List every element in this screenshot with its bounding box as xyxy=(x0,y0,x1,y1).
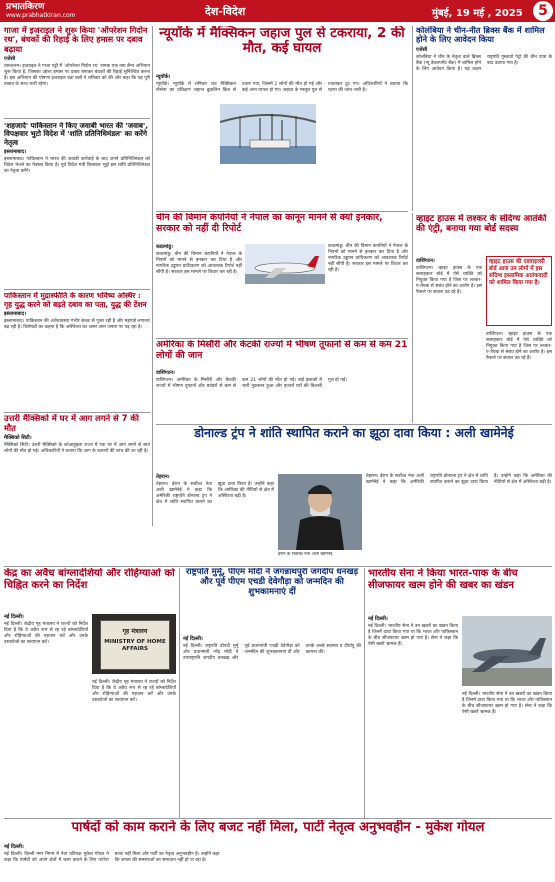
article-body: इस्लामाबाद। पाकिस्तान की अर्थव्यवस्था गंभीर संकट से गुजर रही है और महंगाई लगातार बढ़ रही है। विशेषज्ञों का कहना है कि अस्थिरता का असर आम जनता पर पड़ रहा है। xyxy=(4,319,150,331)
article-body: न्यूयॉर्क। न्यूयॉर्क में शनिवार रात मैक्सिकन नौसेना का प्रशिक्षण जहाज ब्रुकलिन ब्रिज से टकरा गया, जिसमें 2 लोगों की मौत हो गई और कई अन्य घायल हो गए। जहाज के मस्तूल पुल से टकराकर टूट गए। अधिकारियों ने बताया कि घटना की जांच जारी है। xyxy=(156,82,408,93)
ministry-sign-photo xyxy=(92,614,176,674)
article-body: तेहरान। ईरान के सर्वोच्च नेता अली खामेनेई ने कहा कि अमेरिकी राष्ट्रपति डोनाल्ड ट्रंप ने क्षेत्र में शांति स्थापित कराने का झूठा दावा किया है। उन्होंने कहा कि अमेरिका की नीतियों से क्षेत्र में अस्थिरता बढ़ी है। xyxy=(366,474,552,485)
article-bangladesh-cont xyxy=(92,678,176,814)
article-goyal-headline xyxy=(4,820,552,840)
article-body: काठमांडू। चीन की विमान कंपनियों ने नेपाल के नियमों को मानने से इनकार कर दिया है और नागरिक उड्डयन प्राधिकरण को आवश्यक रिपोर्ट नहीं सौंपी है। सरकार इस मामले पर विचार कर रही है। xyxy=(156,252,242,275)
article-lashkar-cont xyxy=(486,330,552,420)
headline: पाकिस्तान में मुद्रास्फीति के कारण भविष्य अस्थिर : गृह युद्ध करने को बढ़ते दबाव का पता, युद्ध की टेंशन xyxy=(4,292,147,309)
section-title: देश-विदेश xyxy=(205,5,246,18)
pullquote: व्हाइट हाउस की एडवाइजरी बोर्ड आज उन लोगों में इस संदिग्ध इस्लामिक आतंकवादी को शामिल किया गया है। xyxy=(489,259,548,286)
article-body: वाशिंगटन। अमेरिका के मिसौरी और केंटकी राज्यों में भीषण तूफानों और बवंडरों से कम से कम 21 लोगों की मौत हो गई। कई इलाकों में भारी नुकसान हुआ और हजारों घरों की बिजली गुल हो गई। xyxy=(156,378,347,389)
divider xyxy=(4,566,552,567)
headline: न्यूयॉर्क में मैक्सिकन जहाज पुल से टकराया, 2 की मौत, कई घायल xyxy=(159,26,405,57)
article-modi xyxy=(183,634,361,814)
article-body: मैक्सिको सिटी। उत्तरी मैक्सिको के कोआहुइला राज्य में एक घर में आग लगने से सात लोगों की मौत हो गई। अधिकारियों ने बताया कि आग के कारणों की जांच की जा रही है। xyxy=(4,443,150,455)
byline: नई दिल्ली। xyxy=(183,636,203,642)
article-body: इस्लामाबाद। पाकिस्तान ने भारत की जवाबी कार्रवाई के बाद अपने प्रतिनिधिमंडल को विदेश भेजने का फैसला किया है। पूर्व विदेश मंत्री बिलावल भुट्टो इस शांति प्रतिनिधिमंडल का नेतृत्व करेंगे। xyxy=(4,156,150,174)
column-rule xyxy=(152,26,153,526)
article-delegation xyxy=(4,122,150,232)
sign-text-english: MINISTRY OF HOME AFFAIRS xyxy=(104,639,166,652)
headline: अमेरिका के मिसौरी और केंटकी राज्यों में भीषण तूफानों से कम से कम 21 लोगों की जान xyxy=(156,340,408,361)
article-nepal xyxy=(156,242,242,337)
masthead xyxy=(0,0,555,22)
article-storm-headline xyxy=(156,340,408,366)
divider xyxy=(4,818,552,819)
article-body: काठमांडू। चीन की विमान कंपनियों ने नेपाल के नियमों को मानने से इनकार कर दिया है और नागरिक उड्डयन प्राधिकरण को आवश्यक रिपोर्ट नहीं सौंपी है। सरकार इस मामले पर विचार कर रही है। xyxy=(328,244,408,273)
headline: व्हाइट हाउस में लश्कर के संदिग्ध आतंकी की एंट्री, बनाया गया बोर्ड सदस्य xyxy=(416,214,547,235)
article-body: नई दिल्ली। राष्ट्रपति द्रौपदी मुर्मू और प्रधानमंत्री नरेंद्र मोदी ने उपराष्ट्रपति जगदीप धनखड़ और पूर्व प्रधानमंत्री एचडी देवेगौड़ा को जन्मदिन की शुभकामनाएं दीं और उनके अच्छे स्वास्थ्य व दीर्घायु की कामना की। xyxy=(183,644,361,661)
byline: नई दिल्ली। xyxy=(4,844,24,850)
byline: एजेंसी xyxy=(416,46,428,53)
newspaper-brand: प्रभातकिरण xyxy=(6,2,45,12)
byline: काठमांडू। xyxy=(156,244,173,250)
article-colombia xyxy=(416,26,552,211)
headline: चीन की विमान कंपनियों ने नेपाल का कानून मानने से क्यों इनकार, सरकार को नहीं दी रिपोर्ट xyxy=(156,213,383,234)
airplane-photo xyxy=(245,244,325,284)
article-bangladesh xyxy=(4,612,88,812)
byline: तेहरान। xyxy=(156,474,170,480)
article-body: नई दिल्ली। केंद्रीय गृह मंत्रालय ने राज्यों को निर्देश दिया है कि वे अवैध रूप से रह रहे बांग्लादेशियों और रोहिंग्याओं की पहचान करें और उनके दस्तावेजों का सत्यापन करें। xyxy=(4,622,88,645)
column-rule xyxy=(412,213,413,423)
pullquote-box xyxy=(486,256,552,326)
divider xyxy=(4,289,150,290)
article-nepal-cont xyxy=(328,242,408,337)
article-body: तेहरान। ईरान के सर्वोच्च नेता अली खामेनेई ने कहा कि अमेरिकी राष्ट्रपति डोनाल्ड ट्रंप ने क्षेत्र में शांति स्थापित कराने का झूठा दावा किया है। उन्होंने कहा कि अमेरिका की नीतियों से क्षेत्र में अस्थिरता बढ़ी है। xyxy=(156,482,274,505)
article-army-cont xyxy=(462,690,552,814)
article-body: वाशिंगटन। व्हाइट हाउस के एक सलाहकार बोर्ड में ऐसे व्यक्ति को नियुक्त किया गया है जिस पर लश्कर-ए-तैयबा से संबंध होने का आरोप है। इस फैसले पर सवाल उठ रहे हैं। xyxy=(416,266,482,295)
article-body: वाशिंगटन। व्हाइट हाउस के एक सलाहकार बोर्ड में ऐसे व्यक्ति को नियुक्त किया गया है जिस पर लश्कर-ए-तैयबा से संबंध होने का आरोप है। इस फैसले पर सवाल उठ रहे हैं। xyxy=(486,332,552,361)
headline: राष्ट्रपति मुर्मू, पीएम मोदी ने जगन्नाथपुरी जगदीप धनखड़ और पूर्व पीएम एचडी देवेगौड़ा को जन्मदिन की शुभकामनाएं दीं xyxy=(185,568,359,597)
headline: कोलंबिया ने चीन-नीत ब्रिक्स बैंक में शामिल होने के लिए आवेदन किया xyxy=(416,26,545,45)
byline: वाशिंगटन। xyxy=(416,258,435,264)
article-modi-headline xyxy=(183,568,361,630)
article-gaza xyxy=(4,26,150,88)
headline: उत्तरी मैक्सिको में घर में आग लगने से 7 की मौत xyxy=(4,414,139,433)
headline: 'शहजादे' पाकिस्तान ने किए जवाबी भारत की 'जवाब', विपक्षवार भुटो विदेश में 'शांति प्रतिनिधिमंडल' का करेंगे नेतृत्व xyxy=(4,122,148,147)
website-url: www.prabhatkiran.com xyxy=(6,12,76,19)
article-nepal-headline xyxy=(156,213,408,239)
khamenei-photo xyxy=(278,474,362,550)
headline: भारतीय सेना ने किया भारत-पाक के बीच सीजफायर खत्म होने की खबर का खंडन xyxy=(368,568,518,591)
column-rule xyxy=(364,568,365,818)
aircraft-photo xyxy=(462,616,552,686)
article-ship-headline xyxy=(156,26,408,70)
article-lashkar-headline xyxy=(416,214,552,254)
page-number: 5 xyxy=(533,1,553,21)
divider xyxy=(156,338,408,339)
article-body: नई दिल्ली। दिल्ली नगर निगम में नेता प्रतिपक्ष मुकेश गोयल ने कहा कि पार्षदों को अपने क्षेत्रों में काम कराने के लिए पर्याप्त बजट नहीं मिला और पार्टी का नेतृत्व अनुभवहीन है। उन्होंने कहा कि जनता की समस्याओं का समाधान नहीं हो पा रहा है। xyxy=(4,852,220,863)
sign-text-hindi: गृह मंत्रालय xyxy=(122,628,148,635)
article-body: नई दिल्ली। भारतीय सेना ने उन खबरों का खंडन किया है जिनमें दावा किया गया था कि भारत और पाकिस्तान के बीच सीजफायर खत्म हो गया है। सेना ने कहा कि ऐसी खबरें भ्रामक हैं। xyxy=(368,624,458,647)
byline: एजेंसी xyxy=(4,56,16,63)
divider xyxy=(4,412,150,413)
article-goyal xyxy=(4,842,552,880)
article-mexico-fire xyxy=(4,414,150,514)
article-army-headline xyxy=(368,568,552,610)
column-rule xyxy=(412,26,413,211)
article-body: नई दिल्ली। भारतीय सेना ने उन खबरों का खंडन किया है जिनमें दावा किया गया था कि भारत और पाकिस्तान के बीच सीजफायर खत्म हो गया है। सेना ने कहा कि ऐसी खबरें भ्रामक हैं। xyxy=(462,692,552,715)
headline: पार्षदों को काम कराने के लिए बजट नहीं मिला, पार्टी नेतृत्व अनुभवहीन - मुकेश गोयल xyxy=(71,820,485,835)
divider xyxy=(4,118,150,119)
divider xyxy=(156,424,552,425)
article-bangladesh-headline xyxy=(4,568,176,608)
headline: गाजा में इजराइल ने शुरू किया 'ऑपरेशन गिदोन रथ', बंधकों की रिहाई के लिए हमास पर दबाव बढ़ाया xyxy=(4,26,148,54)
article-pakistan xyxy=(4,292,150,392)
byline: इस्लामाबाद। xyxy=(4,148,27,155)
article-body: यरूशलम। इजराइल ने गाजा पट्टी में 'ऑपरेशन गिदोन रथ' नामक एक नया सैन्य अभियान शुरू किया है, जिसका उद्देश्य हमास पर दबाव बनाकर बंधकों की रिहाई सुनिश्चित करना है। इस अभियान की घोषणा इजराइल रक्षा बलों ने शनिवार को की और कहा कि यह पूरी ताकत के साथ जारी रहेगा। xyxy=(4,64,150,88)
byline: न्यूयॉर्क। xyxy=(156,74,171,80)
photo-caption: ईरान के सर्वोच्च नेता अली खामेनेई xyxy=(278,552,333,557)
headline: केंद्र का अवैध बांग्लादेशियों और रोहिंग्याओं को चिह्नित करने का निर्देश xyxy=(4,568,175,591)
divider xyxy=(156,211,408,212)
article-body: कोलंबिया ने चीन के नेतृत्व वाले ब्रिक्स बैंक (न्यू डेवलपमेंट बैंक) में शामिल होने के लिए आवेदन किया है। यह कदम राष्ट्रपति गुस्तावो पेट्रो की चीन यात्रा के बाद उठाया गया है। xyxy=(416,54,552,72)
byline: मैक्सिको सिटी। xyxy=(4,435,32,442)
article-trump-headline xyxy=(156,426,552,470)
byline: नई दिल्ली। xyxy=(368,616,388,622)
article-body: नई दिल्ली। केंद्रीय गृह मंत्रालय ने राज्यों को निर्देश दिया है कि वे अवैध रूप से रह रहे बांग्लादेशियों और रोहिंग्याओं की पहचान करें और उनके दस्तावेजों का सत्यापन करें। xyxy=(92,680,176,703)
article-trump xyxy=(156,472,274,564)
article-army xyxy=(368,614,458,814)
article-lashkar xyxy=(416,256,482,396)
article-trump-cont xyxy=(366,472,552,564)
byline: वाशिंगटन। xyxy=(156,370,175,376)
edition-date: मुंबई, 19 मई , 2025 xyxy=(432,8,523,19)
byline: नई दिल्ली। xyxy=(4,614,24,620)
byline: इस्लामाबाद। xyxy=(4,311,27,318)
column-rule xyxy=(179,568,180,818)
headline: डोनाल्ड ट्रंप ने शांति स्थापित कराने का झूठा दावा किया : अली खामेनेई xyxy=(194,426,514,440)
ship-bridge-photo xyxy=(220,104,316,164)
article-storm xyxy=(156,368,408,420)
